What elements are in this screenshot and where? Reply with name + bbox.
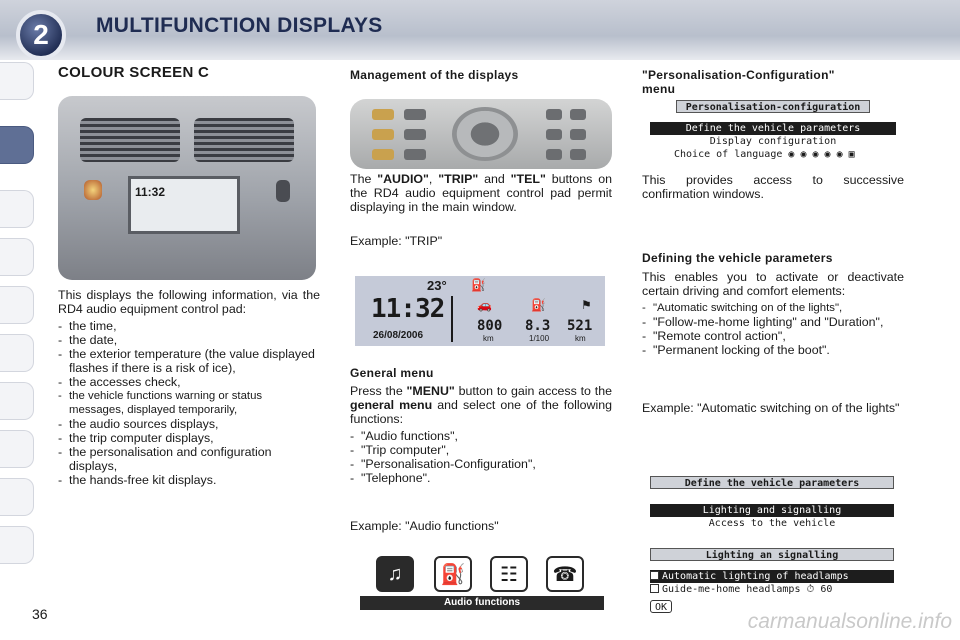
navigation-pad xyxy=(452,107,518,161)
menu-item-label: Choice of language xyxy=(674,149,783,160)
audio-label: "AUDIO" xyxy=(377,172,429,186)
chapter-tab-strip xyxy=(0,62,34,574)
trip-label: "TRIP" xyxy=(438,172,479,186)
checkbox xyxy=(650,571,659,580)
trip-selector-bar xyxy=(451,296,467,342)
list-item: - the time, xyxy=(58,319,320,333)
colour-screen-description xyxy=(58,288,320,487)
list-item: - "Permanent locking of the boot". xyxy=(642,343,904,357)
audio-functions-label: Audio functions xyxy=(360,596,604,610)
text-run: buttons on the RD4 audio equipment control pad permit displaying in the main window. xyxy=(350,172,613,214)
air-vent-left xyxy=(80,118,180,162)
chapter-tab[interactable] xyxy=(0,190,34,228)
trip-button xyxy=(372,129,394,140)
general-menu-list xyxy=(350,429,612,485)
preset-button xyxy=(546,149,562,160)
submenu-title: Lighting an signalling xyxy=(650,548,894,561)
menu-label: "MENU" xyxy=(406,384,455,398)
menu-item: Access to the vehicle xyxy=(708,518,836,529)
dashboard-illustration xyxy=(58,96,316,280)
page-number: 36 xyxy=(32,606,48,622)
text-run: , xyxy=(428,172,439,186)
list-item: - "Follow-me-home lighting" and "Duration", xyxy=(642,315,904,329)
fuel-pump-icon: ⛽ xyxy=(434,556,472,592)
preset-button xyxy=(546,109,562,120)
management-text xyxy=(350,172,612,248)
text-run: and xyxy=(478,172,511,186)
defining-title: Defining the vehicle parameters xyxy=(642,251,833,265)
chapter-tab[interactable] xyxy=(0,430,34,468)
text-run: button to gain access to the xyxy=(454,384,612,398)
preset-button xyxy=(570,149,586,160)
exterior-temperature: 23° xyxy=(427,278,447,293)
chapter-tab[interactable] xyxy=(0,478,34,516)
watermark: carmanualsonline.info xyxy=(747,610,952,633)
trip-display-screen xyxy=(355,276,605,346)
chapter-tab[interactable] xyxy=(0,238,34,276)
menu-title: Personalisation-configuration xyxy=(676,100,870,113)
confirmation-paragraph: This provides access to successive confirmation windows. xyxy=(642,173,904,201)
display-list xyxy=(58,319,320,487)
music-note-icon: ♫ xyxy=(376,556,414,592)
lock-switch-icon xyxy=(276,180,290,202)
general-menu-section xyxy=(350,366,612,533)
option-label: Guide-me-home headlamps xyxy=(662,584,801,595)
text-run: and select one of the following functions: xyxy=(350,398,612,426)
list-item: - "Audio functions", xyxy=(350,429,612,443)
duration-icon: ⏱ xyxy=(806,584,815,595)
menu-item-selected: Lighting and signalling xyxy=(650,504,894,517)
text-run: Press the xyxy=(350,384,407,398)
chapter-tab[interactable] xyxy=(0,334,34,372)
personalisation-text xyxy=(642,173,904,201)
list-item: - the exterior temperature (the value displayed flashes if there is a risk of ice), xyxy=(58,347,320,375)
colour-screen-c xyxy=(128,176,240,234)
trip-clock: 11:32 xyxy=(371,294,445,324)
section-title-colour-screen: COLOUR SCREEN C xyxy=(58,64,210,81)
preset-button xyxy=(570,129,586,140)
flag-icons: ◉ ◉ ◉ ◉ ◉ ▣ xyxy=(788,149,855,160)
lighting-parameters-screen xyxy=(644,472,900,618)
fuel-pump-icon: ⛽ xyxy=(471,278,486,292)
column-management xyxy=(350,68,612,82)
menu-item-language xyxy=(650,148,896,161)
list-item: - "Telephone". xyxy=(350,471,612,485)
example-audio-caption: Example: "Audio functions" xyxy=(350,519,499,533)
defining-paragraph: This enables you to activate or deactivate certain driving and comfort elements: xyxy=(642,270,904,298)
column-colour-screen xyxy=(58,66,320,80)
settings-sliders-icon: ☷ xyxy=(490,556,528,592)
trip-unit: km xyxy=(483,334,494,343)
car-icon: 🚗 xyxy=(477,298,492,312)
example-lights-caption: Example: "Automatic switching on of the lights" xyxy=(642,401,900,415)
list-item: - the hands-free kit displays. xyxy=(58,473,320,487)
preset-button xyxy=(546,129,562,140)
menu-item: Display configuration xyxy=(709,136,837,147)
phone-icon: ☎ xyxy=(546,556,584,592)
preset-button xyxy=(570,109,586,120)
trip-value: 521 xyxy=(567,318,593,334)
list-item: - the date, xyxy=(58,333,320,347)
list-item: - "Personalisation-Configuration", xyxy=(350,457,612,471)
list-item: - "Automatic switching on of the lights", xyxy=(642,301,904,315)
air-vent-right xyxy=(194,118,294,162)
hazard-button-icon xyxy=(84,180,102,200)
column-personalisation xyxy=(642,68,904,96)
option-row xyxy=(650,583,894,596)
screen-clock: 11:32 xyxy=(135,185,166,199)
intro-text: This displays the following information, via the RD4 audio equipment control pad: xyxy=(58,288,320,316)
pad-button xyxy=(404,109,426,120)
general-menu-label: general menu xyxy=(350,398,433,412)
list-item: - the trip computer displays, xyxy=(58,431,320,445)
chapter-title: MULTIFUNCTION DISPLAYS xyxy=(96,14,383,37)
rd4-control-pad-illustration xyxy=(350,99,612,169)
list-item: - "Trip computer", xyxy=(350,443,612,457)
menu-title: Define the vehicle parameters xyxy=(650,476,894,489)
defining-list xyxy=(642,301,904,357)
trip-value: 8.3 xyxy=(525,318,551,334)
duration-value: 60 xyxy=(820,584,833,595)
checkbox-checked xyxy=(650,584,659,593)
flag-icon: ⚑ xyxy=(581,298,592,312)
ok-button: OK xyxy=(650,600,672,613)
chapter-tab-active[interactable] xyxy=(0,126,34,164)
buttons-paragraph xyxy=(350,172,612,214)
pad-button xyxy=(404,129,426,140)
list-item: - the personalisation and configuration displays, xyxy=(58,445,320,473)
trip-value: 800 xyxy=(477,318,503,334)
option-label: Automatic lighting of headlamps xyxy=(662,571,849,582)
defining-section xyxy=(642,251,904,415)
personalisation-menu-screen xyxy=(646,98,900,162)
chapter-tab[interactable] xyxy=(0,382,34,420)
trip-date: 26/08/2006 xyxy=(373,330,424,341)
option-row xyxy=(650,570,894,583)
trip-unit: km xyxy=(575,334,586,343)
section-title-management: Management of the displays xyxy=(350,68,519,82)
chapter-tab[interactable] xyxy=(0,526,34,564)
page-header xyxy=(0,0,960,60)
fuel-icon: ⛽ xyxy=(531,298,546,312)
personalisation-title-menu: menu xyxy=(642,82,676,96)
audio-button xyxy=(372,109,394,120)
chapter-tab[interactable] xyxy=(0,286,34,324)
menu-item-selected: Define the vehicle parameters xyxy=(650,122,896,135)
chapter-tab[interactable] xyxy=(0,62,34,100)
tel-label: "TEL" xyxy=(510,172,546,186)
list-item: - "Remote control action", xyxy=(642,329,904,343)
tel-button xyxy=(372,149,394,160)
list-item: - the vehicle functions warning or status messages, displayed temporarily, xyxy=(58,389,320,417)
list-item: - the accesses check, xyxy=(58,375,320,389)
trip-unit: 1/100 xyxy=(529,334,550,343)
general-menu-paragraph xyxy=(350,384,612,426)
pad-button xyxy=(404,149,426,160)
list-item: - the audio sources displays, xyxy=(58,417,320,431)
chapter-number-badge: 2 xyxy=(16,10,66,60)
general-menu-title: General menu xyxy=(350,366,434,380)
audio-functions-screen xyxy=(360,550,604,616)
personalisation-title: "Personalisation-Configuration" xyxy=(642,68,835,82)
text-run: The xyxy=(350,172,378,186)
example-trip-caption: Example: "TRIP" xyxy=(350,234,443,248)
